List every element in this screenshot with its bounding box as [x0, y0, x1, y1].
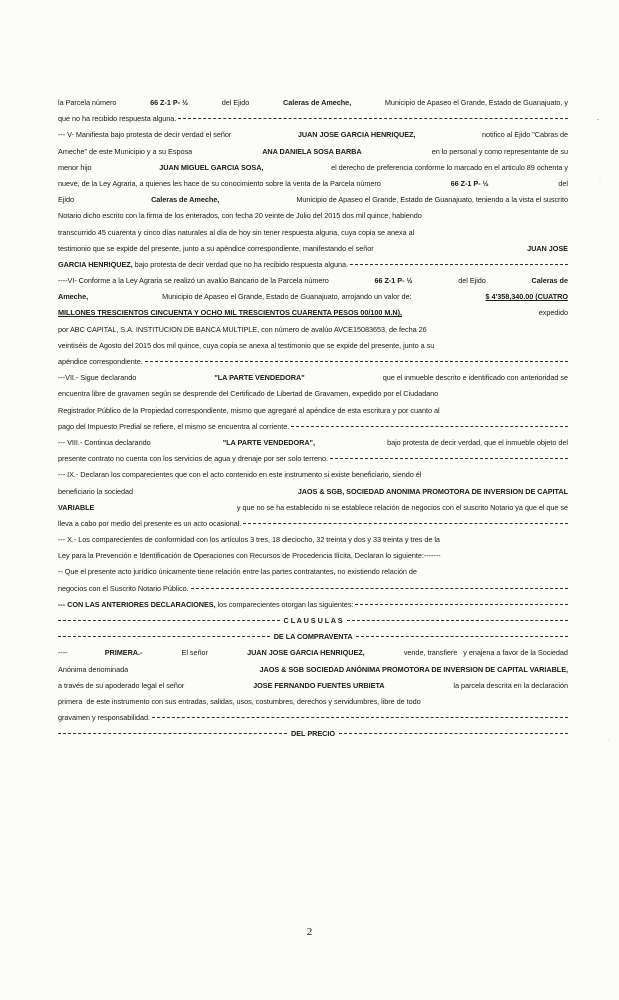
bold-text: JAOS & SGB, SOCIEDAD ANONIMA PROMOTORA DE INVERSION DE CAPITAL — [297, 486, 568, 496]
text-span: Anónima denominada — [58, 664, 131, 674]
text-span: veintiséis de Agosto del 2015 dos mil quince, cuya copia se anexa al testimonio que se expide del presente, junto a su — [58, 340, 435, 350]
margin-mark: · — [599, 176, 601, 182]
bold-text: JAOS & SGB SOCIEDAD ANÓNIMA PROMOTORA DE INVERSION DE CAPITAL VARIABLE, — [259, 664, 568, 674]
text-span: Ejido — [58, 195, 76, 205]
text-line — [58, 403, 568, 419]
text-span: Ameche" de este Municipio y a su Esposa — [58, 146, 195, 156]
text-span: bajo protesta de decir verdad que no ha recibido respuesta alguna. — [132, 259, 349, 269]
dash-filler — [291, 426, 568, 427]
text-span: beneficiario la sociedad — [58, 486, 136, 496]
text-span: --- IX.- Declaran los comparecientes que con el acto contenido en este instrumento si existe beneficiario, siendo él — [58, 470, 422, 480]
text-line — [58, 95, 568, 111]
text-span: los comparecientes otorgan las siguientes: — [215, 599, 354, 609]
text-line — [58, 354, 568, 370]
text-span: vende, transfiere y enajena a favor de la Sociedad — [401, 648, 568, 658]
bold-text: "LA PARTE VENDEDORA" — [214, 373, 305, 383]
text-span: --- X.- Los comparecientes de conformidad con los artículos 3 tres, 18 dieciocho, 32 treinta y dos y 33 treinta y tres de la — [58, 535, 440, 545]
bold-text: MILLONES TRESCIENTOS CINCUENTA Y OCHO MIL TRESCIENTOS CUARENTA PESOS 00/100 M.N), — [58, 308, 402, 318]
text-span: testimonio que se expide del presente, junto a su apéndice correspondiente, manifestando el señor — [58, 243, 376, 253]
text-line — [58, 160, 568, 176]
text-span: --- VIII.- Continua declarando — [58, 437, 153, 447]
bold-text: ANA DANIELA SOSA BARBA — [262, 146, 362, 156]
text-line — [58, 289, 568, 305]
text-line — [58, 564, 568, 580]
text-line — [58, 532, 568, 548]
text-span: lleva a cabo por medio del presente es un acto ocasional. — [58, 518, 242, 528]
text-span: Notario dicho escrito con la firma de los enterados, con fecha 20 veinte de Julio del 2015 dos mil quince, habiendo — [58, 211, 422, 221]
text-line — [58, 435, 568, 451]
bold-text: GARCIA HENRIQUEZ, — [58, 259, 133, 269]
dash-filler — [350, 264, 568, 265]
text-line — [58, 305, 568, 321]
notarial-deed-page — [58, 95, 568, 743]
bold-text: Caleras de — [531, 276, 568, 286]
text-line — [58, 322, 568, 338]
text-span: presente contrato no cuenta con los servicios de agua y drenaje por ser solo terreno. — [58, 454, 328, 464]
text-span: ---- — [58, 648, 68, 658]
text-line — [58, 678, 568, 694]
text-line — [58, 176, 568, 192]
text-span: el derecho de preferencia conforme lo marcado en el articulo 89 ochenta y — [329, 162, 568, 172]
text-line — [58, 726, 568, 742]
text-span: Ley para la Prevención e Identificación de Operaciones con Recursos de Procedencia Ilícita, Declaran lo siguiente:------- — [58, 551, 441, 561]
dash-filler — [339, 733, 568, 734]
text-line — [58, 500, 568, 516]
text-span: pago del Impuesto Predial se refiere, el mismo se encuentra al corriente. — [58, 421, 290, 431]
text-line — [58, 451, 568, 467]
dash-filler — [330, 458, 568, 459]
bold-text: VARIABLE — [58, 502, 95, 512]
text-span: Registrador Público de la Propiedad correspondiente, mismo que agregaré al apéndice de esta escritura y por cuanto al — [58, 405, 440, 415]
bold-text: DE LA COMPRAVENTA — [271, 632, 355, 642]
text-line — [58, 370, 568, 386]
text-span: que el inmueble descrito e identificado con anterioridad se — [380, 373, 568, 383]
text-line — [58, 484, 568, 500]
text-span: Municipio de Apaseo el Grande, Estado de Guanajuato, y — [382, 98, 568, 107]
text-span: expedido — [536, 308, 568, 318]
text-line — [58, 597, 568, 613]
text-span: apéndice correspondiente. — [58, 357, 143, 366]
text-span: negocios con el Suscrito Notario Público. — [58, 583, 189, 593]
text-line — [58, 338, 568, 354]
bold-text: 66 Z-1 P- ½ — [374, 276, 413, 286]
text-span: del Ejido — [456, 276, 488, 286]
bold-text: C L A U S U L A S — [281, 616, 345, 625]
margin-mark: - — [597, 117, 599, 123]
text-line — [58, 386, 568, 402]
text-line — [58, 710, 568, 726]
text-span: ---VII.- Sigue declarando — [58, 373, 139, 383]
text-span: nueve, de la Ley Agraria, a quienes les hace de su conocimiento sobre la venta de la Parcela número — [58, 178, 383, 188]
bold-text: DEL PRECIO — [289, 729, 337, 739]
text-span: por ABC CAPITAL, S.A. INSTITUCION DE BANCA MULTIPLE, con número de avalúo AVCE15083653, de fecha 26 — [58, 324, 427, 334]
text-line — [58, 645, 568, 661]
text-span: menor hijo — [58, 162, 94, 172]
text-span: en lo personal y como representante de su — [429, 146, 568, 156]
dash-filler — [145, 361, 568, 362]
text-line — [58, 694, 568, 710]
text-line — [58, 225, 568, 241]
dash-filler — [58, 620, 280, 621]
text-line — [58, 192, 568, 208]
dash-filler — [58, 733, 287, 734]
bold-text: JUAN JOSE GARCIA HENRIQUEZ, — [297, 130, 416, 140]
bold-text: JOSE FERNANDO FUENTES URBIETA — [253, 680, 385, 690]
bold-text: Ameche, — [58, 292, 89, 302]
bold-text: --- CON LAS ANTERIORES DECLARACIONES, — [58, 599, 216, 609]
text-line — [58, 467, 568, 483]
bold-text: 66 Z-1 P- ½ — [450, 178, 489, 188]
text-span: del Ejido — [219, 98, 252, 107]
text-span: ----VI- Conforme a la Ley Agraria se realizó un avalúo Bancario de la Parcela número — [58, 276, 331, 286]
bold-text: $ 4'358,340.00 (CUATRO — [485, 292, 568, 302]
bold-text: 66 Z-1 P- ½ — [150, 98, 189, 107]
dash-filler — [355, 604, 568, 605]
text-line — [58, 629, 568, 645]
text-span: encuentra libre de gravamen según se desprende del Certificado de Libertad de Gravamen, expedido por el Ciudadano — [58, 389, 439, 399]
text-line — [58, 273, 568, 289]
margin-mark: · — [608, 738, 610, 744]
text-line — [58, 208, 568, 224]
text-span: y que no se ha establecido ni se establece relación de negocios con el suscrito Notario ya que el que se — [234, 502, 568, 512]
text-line — [58, 419, 568, 435]
text-span: a través de su apoderado legal el señor — [58, 680, 187, 690]
dash-filler — [178, 118, 568, 119]
bold-text: JUAN MIGUEL GARCIA SOSA, — [159, 162, 264, 172]
text-line — [58, 144, 568, 160]
bold-text: JUAN JOSE — [527, 243, 568, 253]
text-span: -- Que el presente acto jurídico únicamente tiene relación entre las partes contratantes, no existiendo relación de — [58, 567, 417, 577]
bold-text: Caleras de Ameche, — [151, 195, 220, 205]
bold-text: JUAN JOSE GARCIA HENRIQUEZ, — [247, 648, 365, 658]
text-span: El señor — [179, 648, 210, 658]
text-line — [58, 241, 568, 257]
text-span: transcurrido 45 cuarenta y cinco días naturales al día de hoy sin tener respuesta alguna, cuya copia se anexa al — [58, 227, 415, 237]
text-line — [58, 257, 568, 273]
text-span: que no ha recibido respuesta alguna. — [58, 114, 177, 124]
bold-text: "LA PARTE VENDEDORA", — [222, 437, 315, 447]
text-line — [58, 516, 568, 532]
text-span: Municipio de Apaseo el Grande, Estado de Guanajuato, teniendo a la vista el suscrito — [294, 195, 568, 205]
text-line — [58, 662, 568, 678]
text-span: del — [556, 178, 568, 188]
text-line — [58, 127, 568, 143]
text-span: la parcela descrita en la declaración — [451, 680, 568, 690]
dash-filler — [152, 717, 568, 718]
dash-filler — [347, 620, 569, 621]
text-line — [58, 111, 568, 127]
text-span: Municipio de Apaseo el Grande, Estado de Guanajuato, arrojando un valor de: — [160, 292, 414, 302]
page-number: 2 — [306, 926, 313, 938]
text-line — [58, 581, 568, 597]
dash-filler — [356, 636, 568, 637]
dash-filler — [191, 588, 568, 589]
text-span: gravamen y responsabilidad. — [58, 713, 150, 723]
text-line — [58, 613, 568, 629]
text-span: la Parcela número — [58, 98, 119, 107]
bold-text: PRIMERA.- — [104, 648, 143, 658]
dash-filler — [58, 636, 270, 637]
text-span: primera de este instrumento con sus entradas, salidas, usos, costumbres, derechos y servidumbres, libre de todo — [58, 696, 421, 706]
dash-filler — [243, 523, 568, 524]
text-span: --- V- Manifiesta bajo protesta de decir verdad el señor — [58, 130, 234, 140]
text-line — [58, 548, 568, 564]
text-span: bajo protesta de decir verdad, que el inmueble objeto del — [385, 437, 568, 447]
text-span: notifico al Ejido "Cabras de — [480, 130, 568, 140]
bold-text: Caleras de Ameche, — [282, 98, 352, 107]
